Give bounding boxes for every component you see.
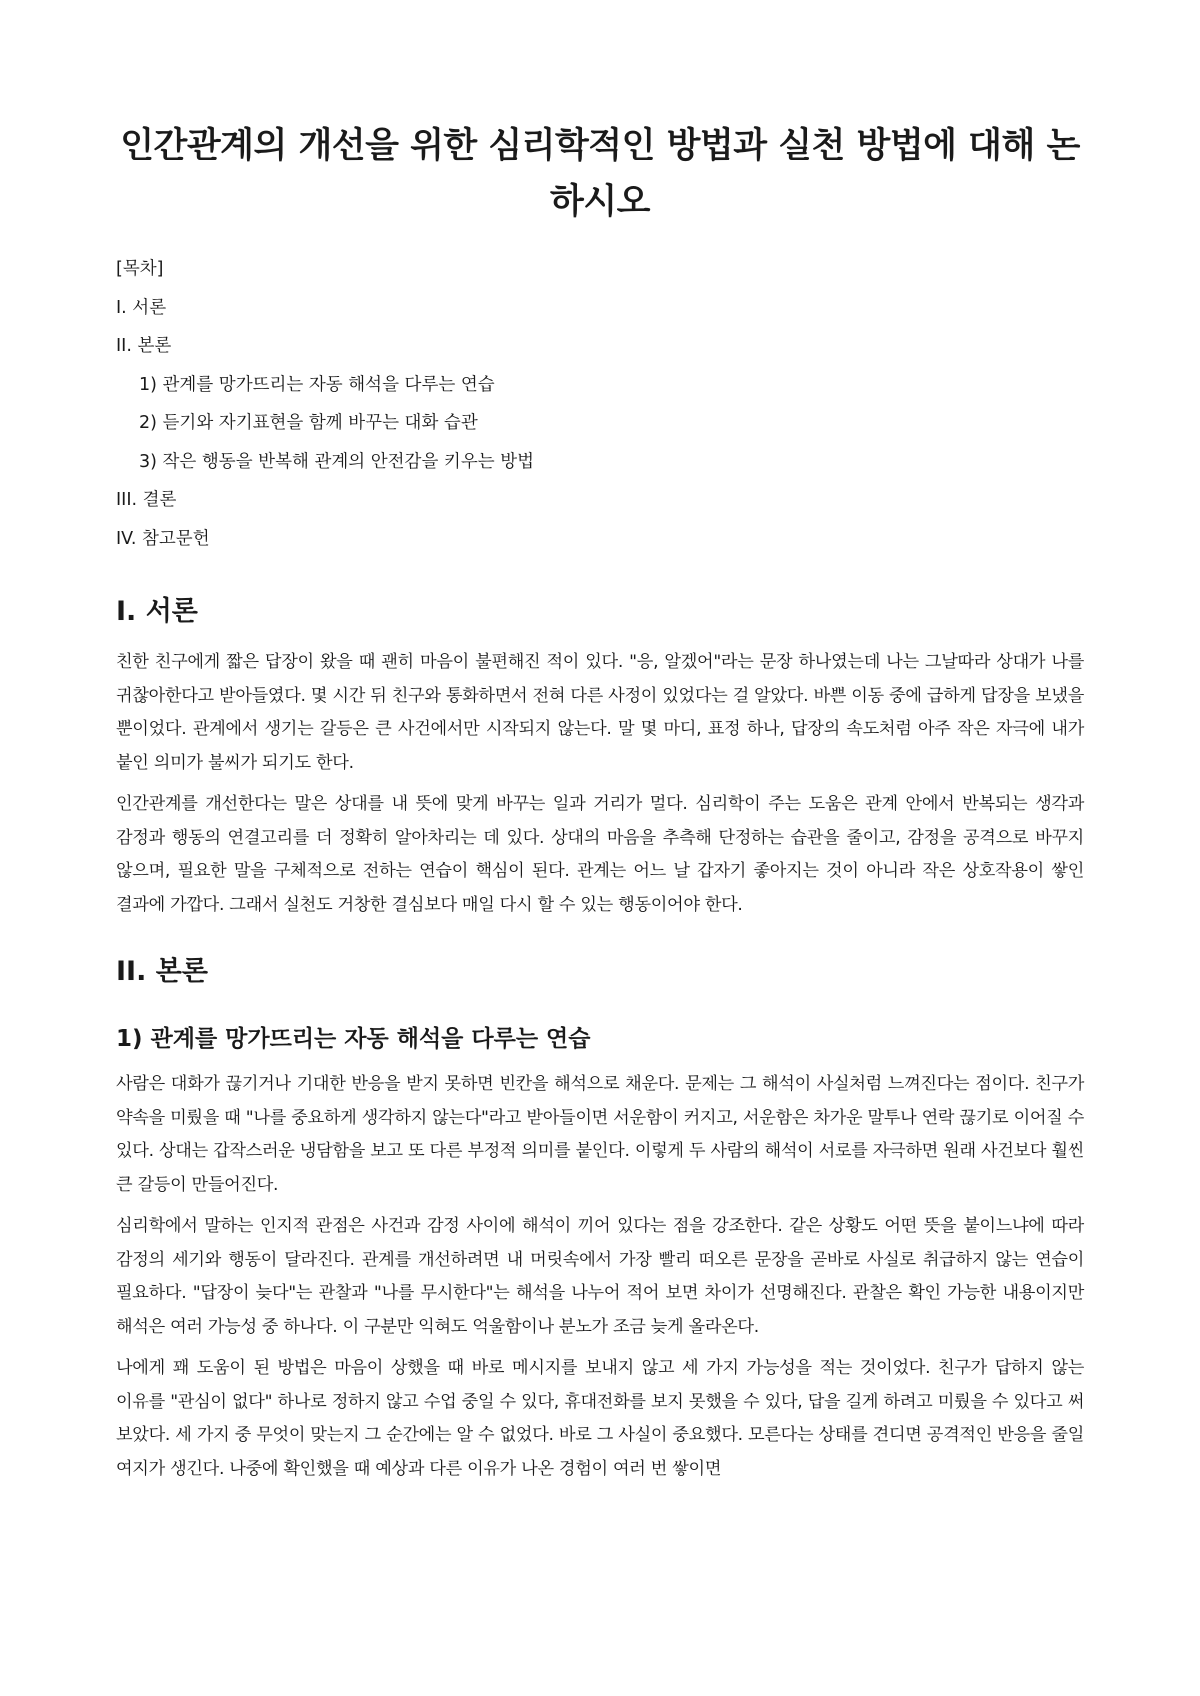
toc-item-intro: I. 서론: [116, 297, 167, 318]
document-title: 인간관계의 개선을 위한 심리학적인 방법과 실천 방법에 대해 논하시오: [120, 126, 1080, 222]
intro-paragraph-2: 인간관계를 개선한다는 말은 상대를 내 뜻에 맞게 바꾸는 일과 거리가 멀다. 심리학이 주는 도움은 관계 안에서 반복되는 생각과 감정과 행동의 연결고리를 더 정확히 알아차리는 데 있다. 상대의 마음을 추측해 단정하는 습관을 줄이고, 감정을 공격으로 바꾸지 않으며, 필요한 말을 구체적으로 전하는 연습이 핵심이 된다. 관계는 어느 날 갑자기 좋아지는 것이 아니라 작은 상호작용이 쌓인 결과에 가깝다. 그래서 실천도 거창한 결심보다 매일 다시 할 수 있는 행동이어야 한다.: [116, 794, 1084, 915]
intro-paragraph-1: 친한 친구에게 짧은 답장이 왔을 때 괜히 마음이 불편해진 적이 있다. "응, 알겠어"라는 문장 하나였는데 나는 그날따라 상대가 나를 귀찮아한다고 받아들였다. 몇 시간 뒤 친구와 통화하면서 전혀 다른 사정이 있었다는 걸 알았다. 바쁜 이동 중에 급하게 답장을 보냈을 뿐이었다. 관계에서 생기는 갈등은 큰 사건에서만 시작되지 않는다. 말 몇 마디, 표정 하나, 답장의 속도처럼 아주 작은 자극에 내가 붙인 의미가 불씨가 되기도 한다.: [116, 652, 1084, 773]
body-paragraph-1: 사람은 대화가 끊기거나 기대한 반응을 받지 못하면 빈칸을 해석으로 채운다. 문제는 그 해석이 사실처럼 느껴진다는 점이다. 친구가 약속을 미뤘을 때 "나를 중요하게 생각하지 않는다"라고 받아들이면 서운함이 커지고, 서운함은 차가운 말투나 연락 끊기로 이어질 수 있다. 상대는 갑작스러운 냉담함을 보고 또 다른 부정적 의미를 붙인다. 이렇게 두 사람의 해석이 서로를 자극하면 원래 사건보다 훨씬 큰 갈등이 만들어진다.: [116, 1074, 1084, 1195]
toc-item-body-1: 1) 관계를 망가뜨리는 자동 해석을 다루는 연습: [139, 374, 495, 395]
table-of-contents: [116, 254, 1084, 562]
body-paragraph-3: 나에게 꽤 도움이 된 방법은 마음이 상했을 때 바로 메시지를 보내지 않고 세 가지 가능성을 적는 것이었다. 친구가 답하지 않는 이유를 "관심이 없다" 하나로 정하지 않고 수업 중일 수 있다, 휴대전화를 보지 못했을 수 있다, 답을 길게 하려고 미뤘을 수 있다고 써 보았다. 세 가지 중 무엇이 맞는지 그 순간에는 알 수 없었다. 바로 그 사실이 중요했다. 모른다는 상태를 견디면 공격적인 반응을 줄일 여지가 생긴다. 나중에 확인했을 때 예상과 다른 이유가 나온 경험이 여러 번 쌓이면: [116, 1358, 1084, 1479]
body-paragraph-2: 심리학에서 말하는 인지적 관점은 사건과 감정 사이에 해석이 끼어 있다는 점을 강조한다. 같은 상황도 어떤 뜻을 붙이느냐에 따라 감정의 세기와 행동이 달라진다. 관계를 개선하려면 내 머릿속에서 가장 빨리 떠오른 문장을 곧바로 사실로 취급하지 않는 연습이 필요하다. "답장이 늦다"는 관찰과 "나를 무시한다"는 해석을 나누어 적어 보면 차이가 선명해진다. 관찰은 확인 가능한 내용이지만 해석은 여러 가능성 중 하나다. 이 구분만 익혀도 억울함이나 분노가 조금 늦게 올라온다.: [116, 1216, 1084, 1337]
subsection-heading-1: 1) 관계를 망가뜨리는 자동 해석을 다루는 연습: [116, 1026, 591, 1052]
toc-heading: [목차]: [116, 259, 164, 279]
document-page: [116, 118, 1084, 1494]
toc-item-body-2: 2) 듣기와 자기표현을 함께 바꾸는 대화 습관: [139, 413, 478, 433]
toc-item-body: II. 본론: [116, 336, 172, 356]
toc-item-conclusion: III. 결론: [116, 490, 177, 510]
toc-item-body-3: 3) 작은 행동을 반복해 관계의 안전감을 키우는 방법: [139, 451, 534, 472]
section-heading-body: II. 본론: [116, 956, 208, 987]
toc-item-references: IV. 참고문헌: [116, 528, 210, 549]
section-heading-intro: I. 서론: [116, 596, 198, 627]
